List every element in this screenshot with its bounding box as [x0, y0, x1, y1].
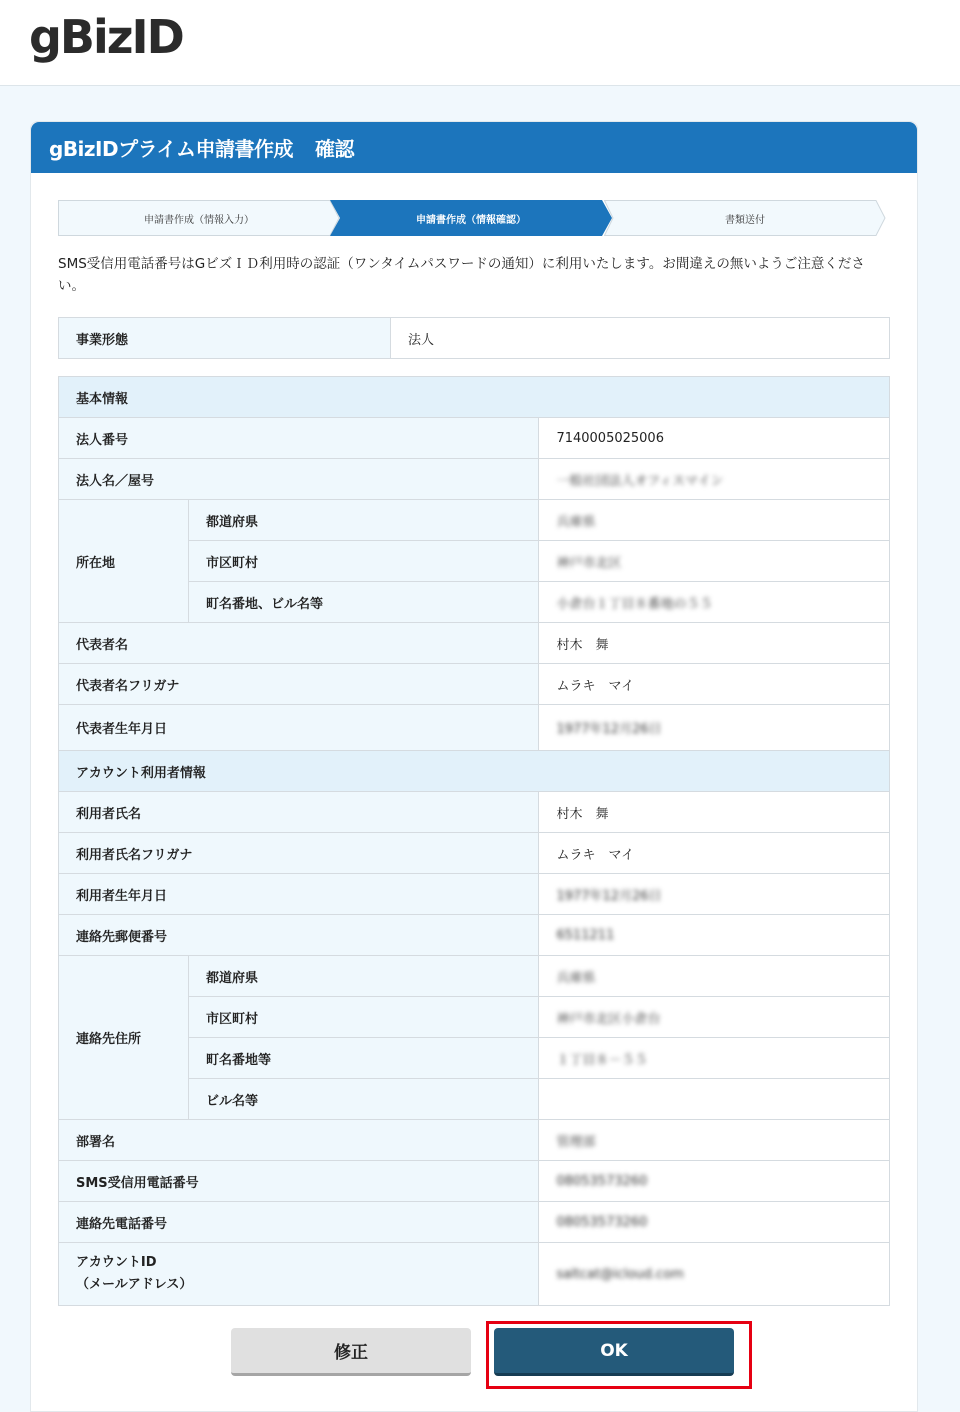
page-title-main: gBizIDプライム申請書作成 — [49, 137, 293, 161]
blurred-value: 1977年12月26日 — [556, 722, 662, 737]
page-title-sub: 確認 — [315, 137, 354, 161]
table-row — [59, 915, 890, 956]
table-row — [59, 1243, 890, 1306]
row-label: 連絡先電話番号 — [59, 1202, 539, 1243]
blurred-value: 一般社団法人オフィスマイン — [556, 473, 724, 489]
blurred-value: 兵庫県 — [556, 514, 596, 530]
blurred-value: 兵庫県 — [556, 970, 596, 986]
row-value — [539, 874, 890, 915]
row-label: 連絡先郵便番号 — [59, 915, 539, 956]
row-value — [539, 956, 890, 997]
group-label: 連絡先住所 — [59, 956, 189, 1120]
row-label: 代表者名フリガナ — [59, 664, 539, 705]
business-type-table — [58, 317, 890, 359]
row-value: 村木 舞 — [539, 623, 890, 664]
row-label: SMS受信用電話番号 — [59, 1161, 539, 1202]
page-title — [31, 122, 917, 173]
details-table — [58, 376, 890, 1306]
row-value: 7140005025006 — [539, 418, 890, 459]
row-value — [539, 1120, 890, 1161]
table-row — [59, 1161, 890, 1202]
table-row — [59, 705, 890, 751]
table-row — [59, 792, 890, 833]
table-row — [59, 664, 890, 705]
row-label: 都道府県 — [189, 956, 539, 997]
table-row — [59, 500, 890, 541]
row-value — [539, 997, 890, 1038]
blurred-value: 08053573260 — [556, 1214, 648, 1230]
table-row — [59, 459, 890, 500]
row-value: 法人 — [391, 318, 890, 359]
row-value: ムラキ マイ — [539, 664, 890, 705]
ok-button[interactable]: OK — [494, 1328, 734, 1376]
fix-button[interactable]: 修正 — [231, 1328, 471, 1376]
table-row — [59, 1120, 890, 1161]
row-label: 都道府県 — [189, 500, 539, 541]
blurred-value: 小倉台１丁目８番地の５５ — [556, 596, 713, 612]
row-value — [539, 1243, 890, 1306]
table-row — [59, 623, 890, 664]
blurred-value: saltcat@icloud.com — [556, 1266, 684, 1282]
blurred-value: 1977年12月26日 — [556, 888, 662, 904]
row-value — [539, 705, 890, 751]
blurred-value: 神戸市北区小倉台 — [556, 1011, 661, 1027]
row-label: 町名番地等 — [189, 1038, 539, 1079]
table-row — [59, 956, 890, 997]
row-value — [539, 915, 890, 956]
step-info-confirm-active: 申請書作成（情報確認） — [330, 200, 612, 236]
group-label: 所在地 — [59, 500, 189, 623]
blurred-value: 08053573260 — [556, 1173, 648, 1189]
row-value: 村木 舞 — [539, 792, 890, 833]
blurred-value: １丁目８－５５ — [556, 1052, 648, 1068]
row-value — [539, 1161, 890, 1202]
row-value — [539, 459, 890, 500]
blurred-value: 管理部 — [556, 1134, 596, 1150]
confirmation-card — [30, 121, 918, 1412]
gbizid-logo[interactable]: gBizID — [29, 10, 183, 64]
row-label: 利用者生年月日 — [59, 874, 539, 915]
section-header-row — [59, 751, 890, 792]
table-row — [59, 418, 890, 459]
step-document-send: 書類送付 — [604, 200, 886, 236]
row-label: 市区町村 — [189, 541, 539, 582]
row-value — [539, 500, 890, 541]
row-value — [539, 582, 890, 623]
top-bar — [0, 0, 960, 86]
row-label: 利用者氏名 — [59, 792, 539, 833]
row-label: ビル名等 — [189, 1079, 539, 1120]
table-row — [59, 1202, 890, 1243]
row-value: ムラキ マイ — [539, 833, 890, 874]
row-label: 町名番地、ビル名等 — [189, 582, 539, 623]
row-label: 部署名 — [59, 1120, 539, 1161]
progress-stepper — [58, 200, 886, 236]
row-label: アカウントID （メールアドレス） — [59, 1243, 539, 1306]
sms-notice: SMS受信用電話番号はGビズＩＤ利用時の認証（ワンタイムパスワードの通知）に利用いたします。お間違えの無いようご注意ください。 — [58, 256, 865, 294]
section-header-row — [59, 377, 890, 418]
row-value — [539, 1038, 890, 1079]
row-label: 事業形態 — [59, 318, 391, 359]
row-label: 法人名／屋号 — [59, 459, 539, 500]
table-row — [59, 874, 890, 915]
step-info-input: 申請書作成（情報入力） — [58, 200, 340, 236]
row-label: 市区町村 — [189, 997, 539, 1038]
section-basic-info: 基本情報 — [59, 377, 890, 418]
table-row — [59, 318, 890, 359]
row-label: 代表者名 — [59, 623, 539, 664]
blurred-value: 神戸市北区 — [556, 555, 622, 571]
table-row — [59, 833, 890, 874]
row-value — [539, 1079, 890, 1120]
row-value — [539, 541, 890, 582]
row-label: 代表者生年月日 — [59, 705, 539, 751]
section-account-info: アカウント利用者情報 — [59, 751, 890, 792]
row-label: 法人番号 — [59, 418, 539, 459]
row-label: 利用者氏名フリガナ — [59, 833, 539, 874]
row-value — [539, 1202, 890, 1243]
blurred-value: 6511211 — [556, 927, 615, 943]
